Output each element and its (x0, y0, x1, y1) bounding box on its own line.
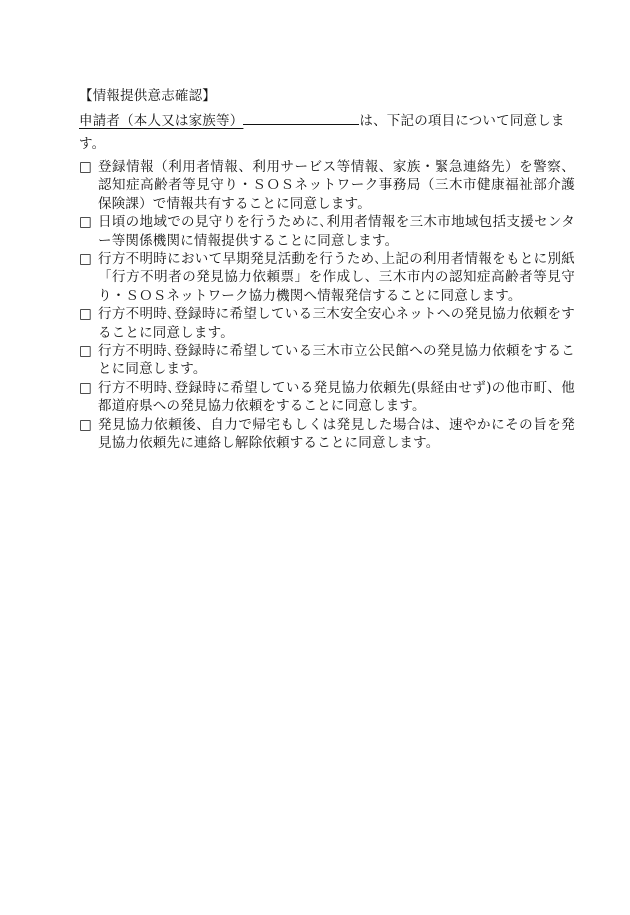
applicant-label: 申請者（本人又は家族等） (79, 113, 244, 129)
consent-item (79, 213, 575, 250)
consent-checkbox[interactable]: □ (79, 306, 92, 323)
applicant-name-blank[interactable] (243, 110, 359, 125)
consent-item-text: 行方不明時において早期発見活動を行うため､上記の利用者情報をもとに別紙「行方不明者の発見協力依頼票」を作成し、三木市内の認知症高齢者等見守り・ＳＯＳネットワーク協力機関へ情報発信することに同意します。 (98, 251, 575, 304)
consent-intro (79, 110, 575, 156)
consent-item (79, 416, 575, 453)
consent-item-text: 発見協力依頼後、自力で帰宅もしくは発見した場合は、速やかにその旨を発見協力依頼先に連絡し解除依頼することに同意します。 (98, 416, 575, 452)
consent-checkbox[interactable]: □ (79, 379, 92, 396)
consent-item-text: 行方不明時､登録時に希望している発見協力依頼先(県経由せず)の他市町、他都道府県への発見協力依頼をすることに同意します。 (98, 379, 575, 415)
consent-statement: は、下記の項目について同意します。 (79, 113, 565, 152)
consent-item-text: 行方不明時､登録時に希望している三木市立公民館への発見協力依頼をすることに同意します。 (98, 343, 575, 378)
consent-checkbox[interactable]: □ (79, 159, 92, 175)
section-heading: 【情報提供意志確認】 (79, 88, 216, 104)
consent-item-list (79, 158, 575, 453)
consent-item-text: 日頃の地域での見守りを行うために､利用者情報を三木市地域包括支援センター等関係機関に情報提供することに同意します。 (98, 214, 575, 249)
consent-item (79, 305, 575, 342)
consent-checkbox[interactable]: □ (79, 343, 92, 360)
consent-item (79, 250, 575, 305)
consent-checkbox[interactable]: □ (79, 251, 92, 268)
consent-item-text: 登録情報（利用者情報、利用サービス等情報、家族・緊急連絡先）を警察、認知症高齢者等見守り・ＳＯＳネットワーク事務局（三木市健康福祉部介護保険課）で情報共有することに同意します。 (98, 159, 575, 212)
consent-item (79, 342, 575, 379)
consent-item (79, 379, 575, 416)
consent-item-text: 行方不明時､登録時に希望している三木安全安心ネットへの発見協力依頼をすることに同意します。 (98, 306, 575, 341)
consent-item (79, 158, 575, 213)
consent-checkbox[interactable]: □ (79, 416, 92, 433)
consent-checkbox[interactable]: □ (79, 214, 92, 231)
